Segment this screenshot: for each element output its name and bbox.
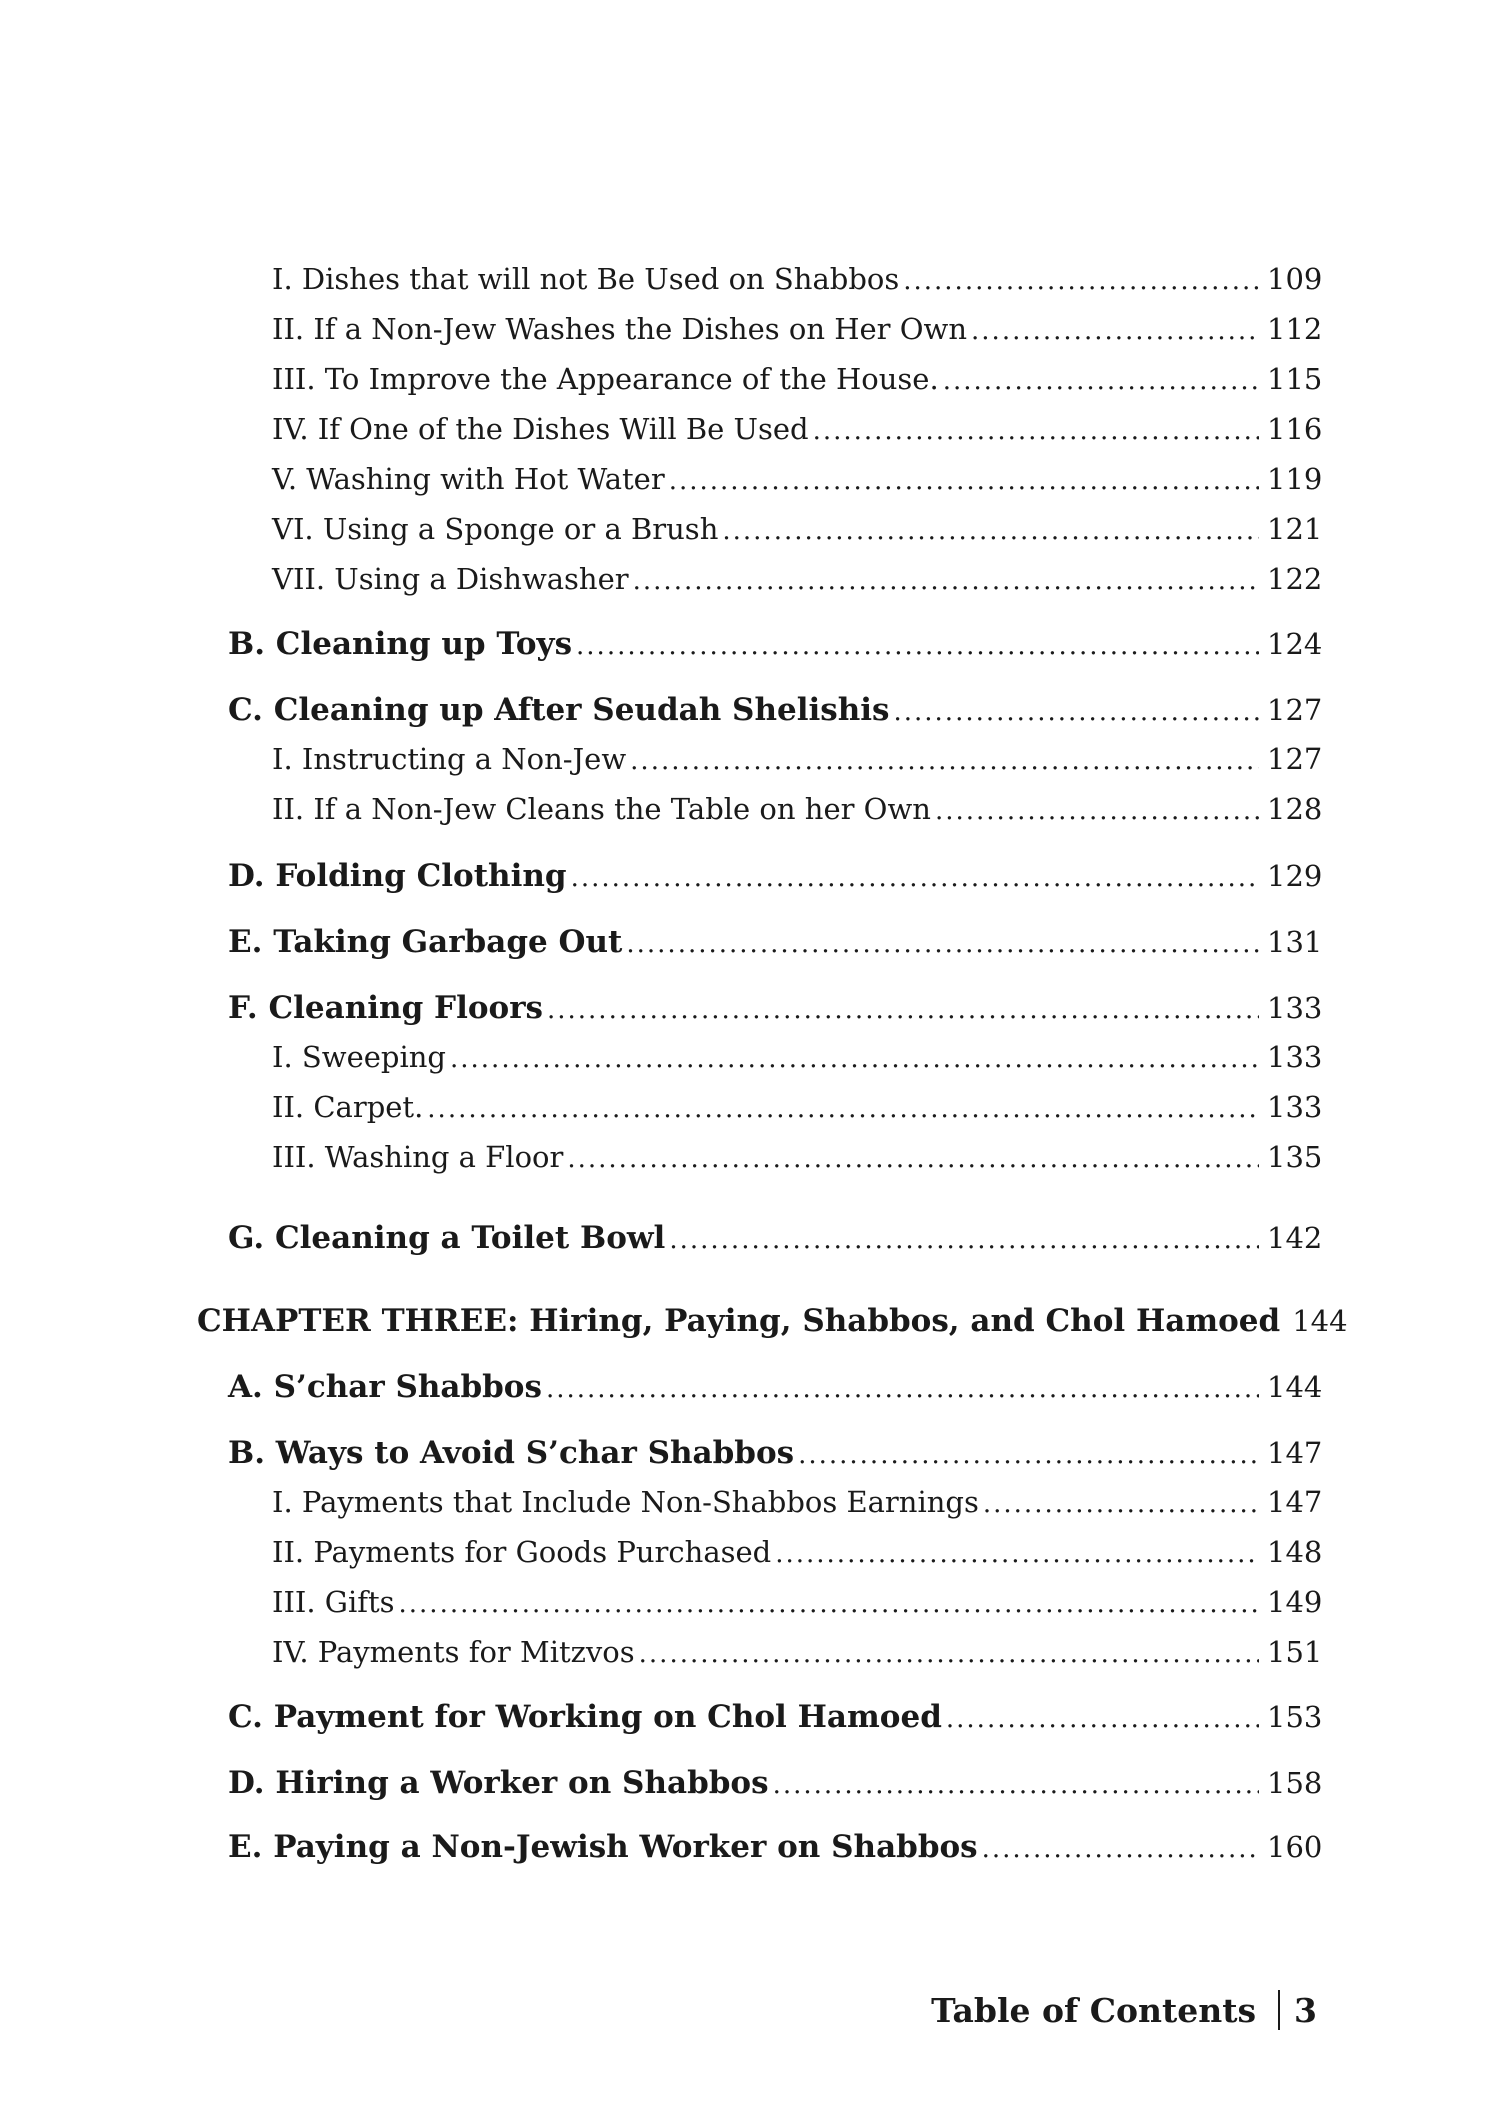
dot-leader [775, 1539, 1259, 1569]
toc-entry-title: C. Payment for Working on Chol Hamoed [228, 1699, 942, 1735]
toc-entry[interactable] [272, 262, 1323, 296]
toc-entry-title: IV. If One of the Dishes Will Be Used [272, 412, 809, 446]
toc-section-entry[interactable] [228, 990, 1323, 1026]
page-number: 3 [1294, 1990, 1317, 2030]
dot-leader [669, 466, 1259, 496]
toc-entry-page: 144 [1292, 1304, 1348, 1338]
toc-entry-title: E. Paying a Non-Jewish Worker on Shabbos [228, 1829, 978, 1865]
toc-section-entry[interactable] [228, 1765, 1323, 1801]
toc-entry[interactable] [272, 1140, 1323, 1174]
toc-entry-title: D. Folding Clothing [228, 858, 567, 894]
dot-leader [427, 1094, 1259, 1124]
toc-section-entry[interactable] [228, 626, 1323, 662]
toc-entry-page: 147 [1267, 1436, 1323, 1470]
toc-entry-title: D. Hiring a Worker on Shabbos [228, 1765, 769, 1801]
dot-leader [633, 566, 1259, 596]
toc-entry-page: 128 [1267, 792, 1323, 826]
toc-entry-page: 129 [1267, 859, 1323, 893]
dot-leader [813, 416, 1259, 446]
toc-entry-title: II. Payments for Goods Purchased [272, 1535, 772, 1569]
toc-entry[interactable] [272, 512, 1323, 546]
toc-entry[interactable] [272, 1535, 1323, 1569]
dot-leader [935, 796, 1259, 826]
dot-leader [669, 1225, 1259, 1255]
toc-entry-title: G. Cleaning a Toilet Bowl [228, 1220, 666, 1256]
dot-leader [798, 1440, 1259, 1470]
toc-entry-page: 127 [1267, 742, 1323, 776]
dot-leader [450, 1044, 1259, 1074]
toc-entry-title: VII. Using a Dishwasher [272, 562, 629, 596]
toc-section-entry[interactable] [228, 1829, 1323, 1865]
toc-entry-title: CHAPTER THREE: Hiring, Paying, Shabbos, and Chol Hamoed [197, 1303, 1281, 1339]
toc-section-entry[interactable] [228, 1220, 1323, 1256]
toc-section-entry[interactable] [228, 1699, 1323, 1735]
toc-entry-title: II. Carpet. [272, 1090, 424, 1124]
toc-entry-page: 115 [1267, 362, 1323, 396]
toc-entry-title: V. Washing with Hot Water [272, 462, 665, 496]
dot-leader [983, 1489, 1259, 1519]
toc-entry-page: 142 [1267, 1221, 1323, 1255]
toc-entry[interactable] [272, 792, 1323, 826]
toc-entry-title: IV. Payments for Mitzvos [272, 1635, 635, 1669]
dot-leader [399, 1589, 1259, 1619]
dot-leader [567, 1144, 1259, 1174]
toc-entry-page: 133 [1267, 991, 1323, 1025]
toc-entry-page: 127 [1267, 693, 1323, 727]
toc-section-entry[interactable] [228, 858, 1323, 894]
toc-entry-title: I. Instructing a Non-Jew [272, 742, 627, 776]
toc-entry[interactable] [272, 1585, 1323, 1619]
dot-leader [773, 1770, 1259, 1800]
footer-divider [1278, 1990, 1280, 2030]
toc-entry-page: 112 [1267, 312, 1323, 346]
dot-leader [903, 266, 1259, 296]
toc-section-entry[interactable] [228, 1369, 1323, 1405]
toc-entry-title: B. Ways to Avoid S’char Shabbos [228, 1435, 795, 1471]
toc-entry-title: F. Cleaning Floors [228, 990, 543, 1026]
toc-entry[interactable] [272, 462, 1323, 496]
toc-entry-title: E. Taking Garbage Out [228, 924, 623, 960]
toc-entry-page: 116 [1267, 412, 1323, 446]
toc-entry[interactable] [272, 1090, 1323, 1124]
toc-entry-title: I. Sweeping [272, 1040, 446, 1074]
toc-entry-page: 124 [1267, 627, 1323, 661]
toc-entry-title: III. To Improve the Appearance of the House. [272, 362, 939, 396]
toc-entry-title: VI. Using a Sponge or a Brush [272, 512, 719, 546]
toc-section-entry[interactable] [228, 692, 1323, 728]
dot-leader [946, 1704, 1259, 1734]
toc-entry-title: I. Payments that Include Non-Shabbos Earnings [272, 1485, 979, 1519]
dot-leader [571, 863, 1259, 893]
dot-leader [943, 366, 1259, 396]
toc-entry-page: 121 [1267, 512, 1323, 546]
dot-leader [982, 1834, 1259, 1864]
dot-leader [639, 1639, 1259, 1669]
toc-entry-title: A. S’char Shabbos [228, 1369, 542, 1405]
toc-entry-title: III. Washing a Floor [272, 1140, 564, 1174]
toc-entry[interactable] [272, 1635, 1323, 1669]
toc-entry[interactable] [272, 1485, 1323, 1519]
dot-leader [971, 316, 1259, 346]
toc-entry-title: C. Cleaning up After Seudah Shelishis [228, 692, 890, 728]
toc-entry-page: 133 [1267, 1090, 1323, 1124]
toc-entry-title: II. If a Non-Jew Washes the Dishes on Her Own [272, 312, 968, 346]
toc-entry-page: 160 [1267, 1830, 1323, 1864]
toc-entry-title: III. Gifts [272, 1585, 395, 1619]
dot-leader [893, 697, 1259, 727]
toc-entry-page: 109 [1267, 262, 1323, 296]
toc-entry-page: 144 [1267, 1370, 1323, 1404]
dot-leader [576, 631, 1259, 661]
toc-entry-page: 151 [1267, 1635, 1323, 1669]
toc-entry-page: 158 [1267, 1766, 1323, 1800]
toc-chapter-entry[interactable] [197, 1303, 1348, 1339]
toc-entry-page: 149 [1267, 1585, 1323, 1619]
toc-section-entry[interactable] [228, 924, 1323, 960]
toc-entry-page: 131 [1267, 925, 1323, 959]
toc-entry[interactable] [272, 412, 1323, 446]
toc-entry[interactable] [272, 1040, 1323, 1074]
footer-label: Table of Contents [931, 1990, 1257, 2030]
dot-leader [547, 995, 1259, 1025]
toc-entry-page: 119 [1267, 462, 1323, 496]
dot-leader [546, 1374, 1259, 1404]
toc-entry-title: II. If a Non-Jew Cleans the Table on her Own [272, 792, 931, 826]
toc-entry-page: 148 [1267, 1535, 1323, 1569]
toc-entry[interactable] [272, 562, 1323, 596]
dot-leader [722, 516, 1259, 546]
toc-entry-page: 147 [1267, 1485, 1323, 1519]
toc-entry-page: 133 [1267, 1040, 1323, 1074]
dot-leader [630, 746, 1259, 776]
page-footer [900, 1990, 1317, 2030]
toc-section-entry[interactable] [228, 1435, 1323, 1471]
toc-entry-title: I. Dishes that will not Be Used on Shabbos [272, 262, 900, 296]
toc-entry[interactable] [272, 312, 1323, 346]
toc-entry-page: 122 [1267, 562, 1323, 596]
toc-entry[interactable] [272, 742, 1323, 776]
dot-leader [626, 929, 1259, 959]
toc-entry-page: 153 [1267, 1700, 1323, 1734]
toc-entry-title: B. Cleaning up Toys [228, 626, 573, 662]
toc-entry[interactable] [272, 362, 1323, 396]
toc-entry-page: 135 [1267, 1140, 1323, 1174]
